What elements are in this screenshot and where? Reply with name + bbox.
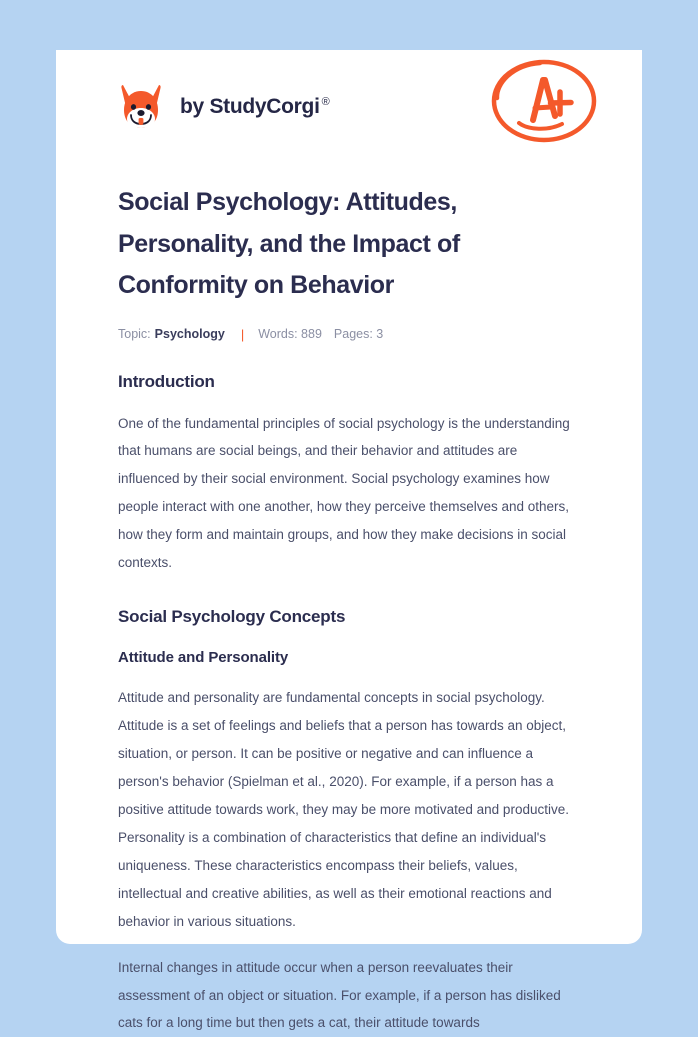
document-page-card [56,50,642,1031]
document-meta [118,327,580,342]
brand-name-text: by StudyCorgi [180,95,320,118]
registered-trademark-icon: ® [321,96,330,108]
paragraph: Internal changes in attitude occur when a person reevaluates their assessment of an object or situation. For example, if a person has disliked cats for a long time but then gets a cat, their attitude towards [118,959,561,1031]
paragraph: One of the fundamental principles of social psychology is the understanding that humans are social beings, and their behavior and attitudes are influenced by their social environment. Social psychology examines how people interact with one another, how they perceive themselves and others, how they form and maintain groups, and how they make decisions in social contexts. [118,415,570,571]
section-heading-introduction: Introduction [118,371,215,391]
meta-words-count: Words: 889 [258,327,322,341]
brand-name [180,95,329,119]
meta-topic-value[interactable]: Psychology [154,327,225,341]
section-heading-attitude-and-personality: Attitude and Personality [118,649,289,667]
document-header [56,50,642,162]
document-body [56,182,642,1037]
corgi-face-icon [118,82,164,132]
paragraph: Attitude and personality are fundamental concepts in social psychology. Attitude is a set of feelings and beliefs that a person has towards an object, situation, or person. It can be positive or negative and can influence a person's behavior (Spielman et al., 2020). For example, if a person has a positive attitude towards work, they may be more motivated and productive. Personality is a combination of characteristics that define an individual's uniqueness. These characteristics encompass their beliefs, values, intellectual and creative abilities, as well as their emotional reactions and behavior in various situations. [118,690,569,929]
section-heading-social-psychology-concepts: Social Psychology Concepts [118,607,346,627]
a-plus-grade-badge [488,54,600,148]
meta-topic-label: Topic: [118,327,151,341]
meta-pages-count: Pages: 3 [333,327,384,341]
studycorgi-brand[interactable] [118,82,329,132]
meta-separator: | [240,326,245,342]
page-title: Social Psychology: Attitudes, Personality, and the Impact of Conformity on Behavior [118,188,460,299]
